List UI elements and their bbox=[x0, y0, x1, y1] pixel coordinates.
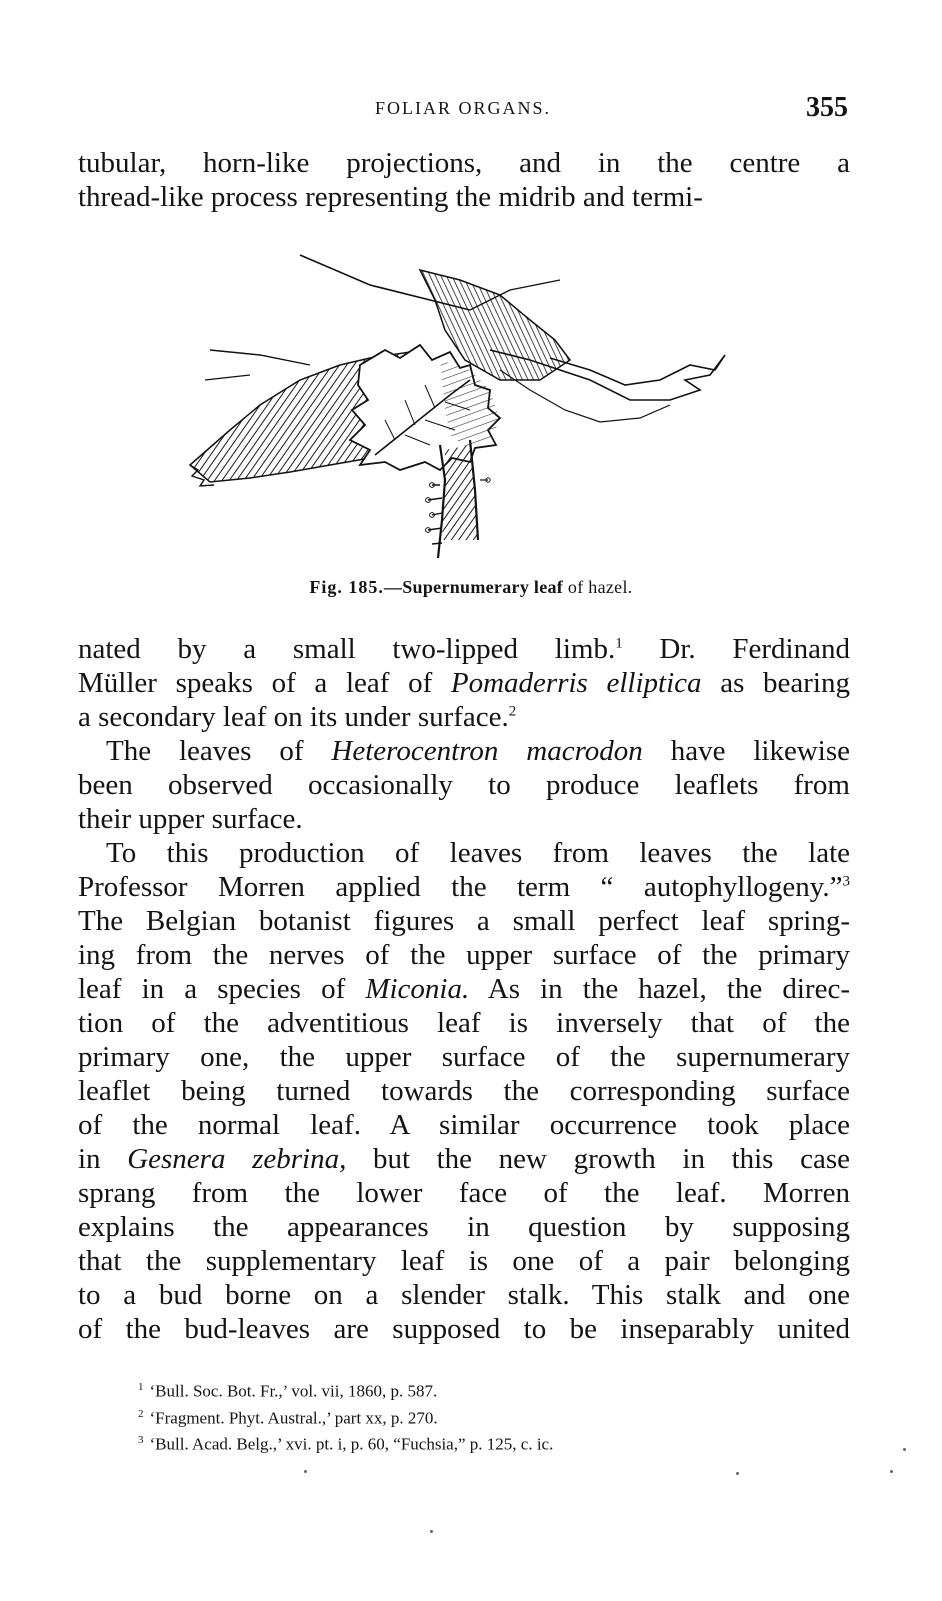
text-line: sprang from the lower face of the leaf. Morren bbox=[78, 1177, 850, 1209]
text-line: that the supplementary leaf is one of a pair belonging bbox=[78, 1245, 850, 1277]
footnote bbox=[138, 1376, 798, 1403]
speck bbox=[736, 1472, 739, 1475]
species-name: Gesnera zebrina, bbox=[127, 1143, 347, 1175]
footnote-ref[interactable]: 2 bbox=[508, 703, 517, 720]
paragraph-heterocentron bbox=[78, 734, 850, 836]
footnote-text: ‘Bull. Soc. Bot. Fr.,’ vol. vii, 1860, p. 587. bbox=[149, 1381, 438, 1401]
running-header bbox=[78, 92, 848, 126]
text-line: tion of the adventitious leaf is inversely that of the bbox=[78, 1007, 850, 1039]
page-number: 355 bbox=[806, 92, 848, 123]
text-line: leaf in a species of Miconia. As in the hazel, the direc- bbox=[78, 973, 850, 1005]
text-line: ing from the nerves of the upper surface of the primary bbox=[78, 939, 850, 971]
paragraph-muller bbox=[78, 632, 850, 734]
text-line: been observed occasionally to produce leaflets from bbox=[78, 769, 850, 801]
text-line: To this production of leaves from leaves the late bbox=[106, 837, 850, 869]
text-line: of the bud-leaves are supposed to be inseparably united bbox=[78, 1313, 850, 1345]
text-line: of the normal leaf. A similar occurrence took place bbox=[78, 1109, 850, 1141]
footnote-text: ‘Bull. Acad. Belg.,’ xvi. pt. i, p. 60, “Fuchsia,” p. 125, c. ic. bbox=[149, 1434, 554, 1454]
text-line: explains the appearances in question by supposing bbox=[78, 1211, 850, 1243]
text-line: Professor Morren applied the term “ autophyllogeny.”$^3$ bbox=[78, 871, 850, 903]
footnote-mark: 3 bbox=[138, 1434, 144, 1447]
speck bbox=[430, 1530, 433, 1533]
figure-caption bbox=[0, 577, 942, 598]
text-line: The Belgian botanist figures a small perfect leaf spring- bbox=[78, 905, 850, 937]
paragraph-autophyllogeny bbox=[78, 836, 850, 1346]
speck bbox=[304, 1470, 307, 1473]
text-line: a secondary leaf on its under surface.$^2$ bbox=[78, 701, 517, 733]
footnote-ref[interactable]: 1 bbox=[615, 635, 623, 652]
text-line: leaflet being turned towards the corresponding surface bbox=[78, 1075, 850, 1107]
species-name: Pomaderris elliptica bbox=[450, 667, 702, 699]
text-line: to a bud borne on a slender stalk. This stalk and one bbox=[78, 1279, 850, 1311]
paragraph-continuation bbox=[78, 146, 850, 214]
text-line: primary one, the upper surface of the supernumerary bbox=[78, 1041, 850, 1073]
footnote-mark: 1 bbox=[138, 1381, 144, 1393]
footnote bbox=[138, 1429, 798, 1456]
footnote-mark: 2 bbox=[138, 1407, 144, 1420]
text-line: Müller speaks of a leaf of Pomaderris elliptica as bearing bbox=[78, 667, 850, 699]
footnote bbox=[138, 1403, 798, 1430]
text-line: their upper surface. bbox=[78, 803, 303, 835]
running-title: FOLIAR ORGANS. bbox=[374, 98, 552, 118]
text-line: thread-like process representing the midrib and termi- bbox=[78, 181, 703, 213]
text-line: in Gesnera zebrina, but the new growth in this case bbox=[78, 1143, 850, 1175]
hazel-leaf-illustration bbox=[170, 240, 770, 570]
figure-caption-tail: of hazel. bbox=[563, 577, 633, 597]
footnote-ref[interactable]: 3 bbox=[842, 873, 850, 890]
footnotes bbox=[138, 1376, 798, 1456]
speck bbox=[890, 1470, 893, 1473]
figure-caption-text: —Supernumerary leaf bbox=[383, 577, 564, 597]
footnote-text: ‘Fragment. Phyt. Austral.,’ part xx, p. 270. bbox=[149, 1408, 438, 1428]
text-line: tubular, horn-like projections, and in the centre a bbox=[78, 147, 850, 179]
species-name: Heterocentron macrodon bbox=[331, 735, 643, 767]
text-line: nated by a small two-lipped limb.$^1$ Dr. Ferdinand bbox=[78, 633, 850, 665]
speck bbox=[903, 1448, 906, 1451]
species-name: Miconia. bbox=[365, 973, 470, 1005]
text-line: The leaves of Heterocentron macrodon have likewise bbox=[106, 735, 850, 767]
figure-label: Fig. 185. bbox=[309, 577, 384, 597]
